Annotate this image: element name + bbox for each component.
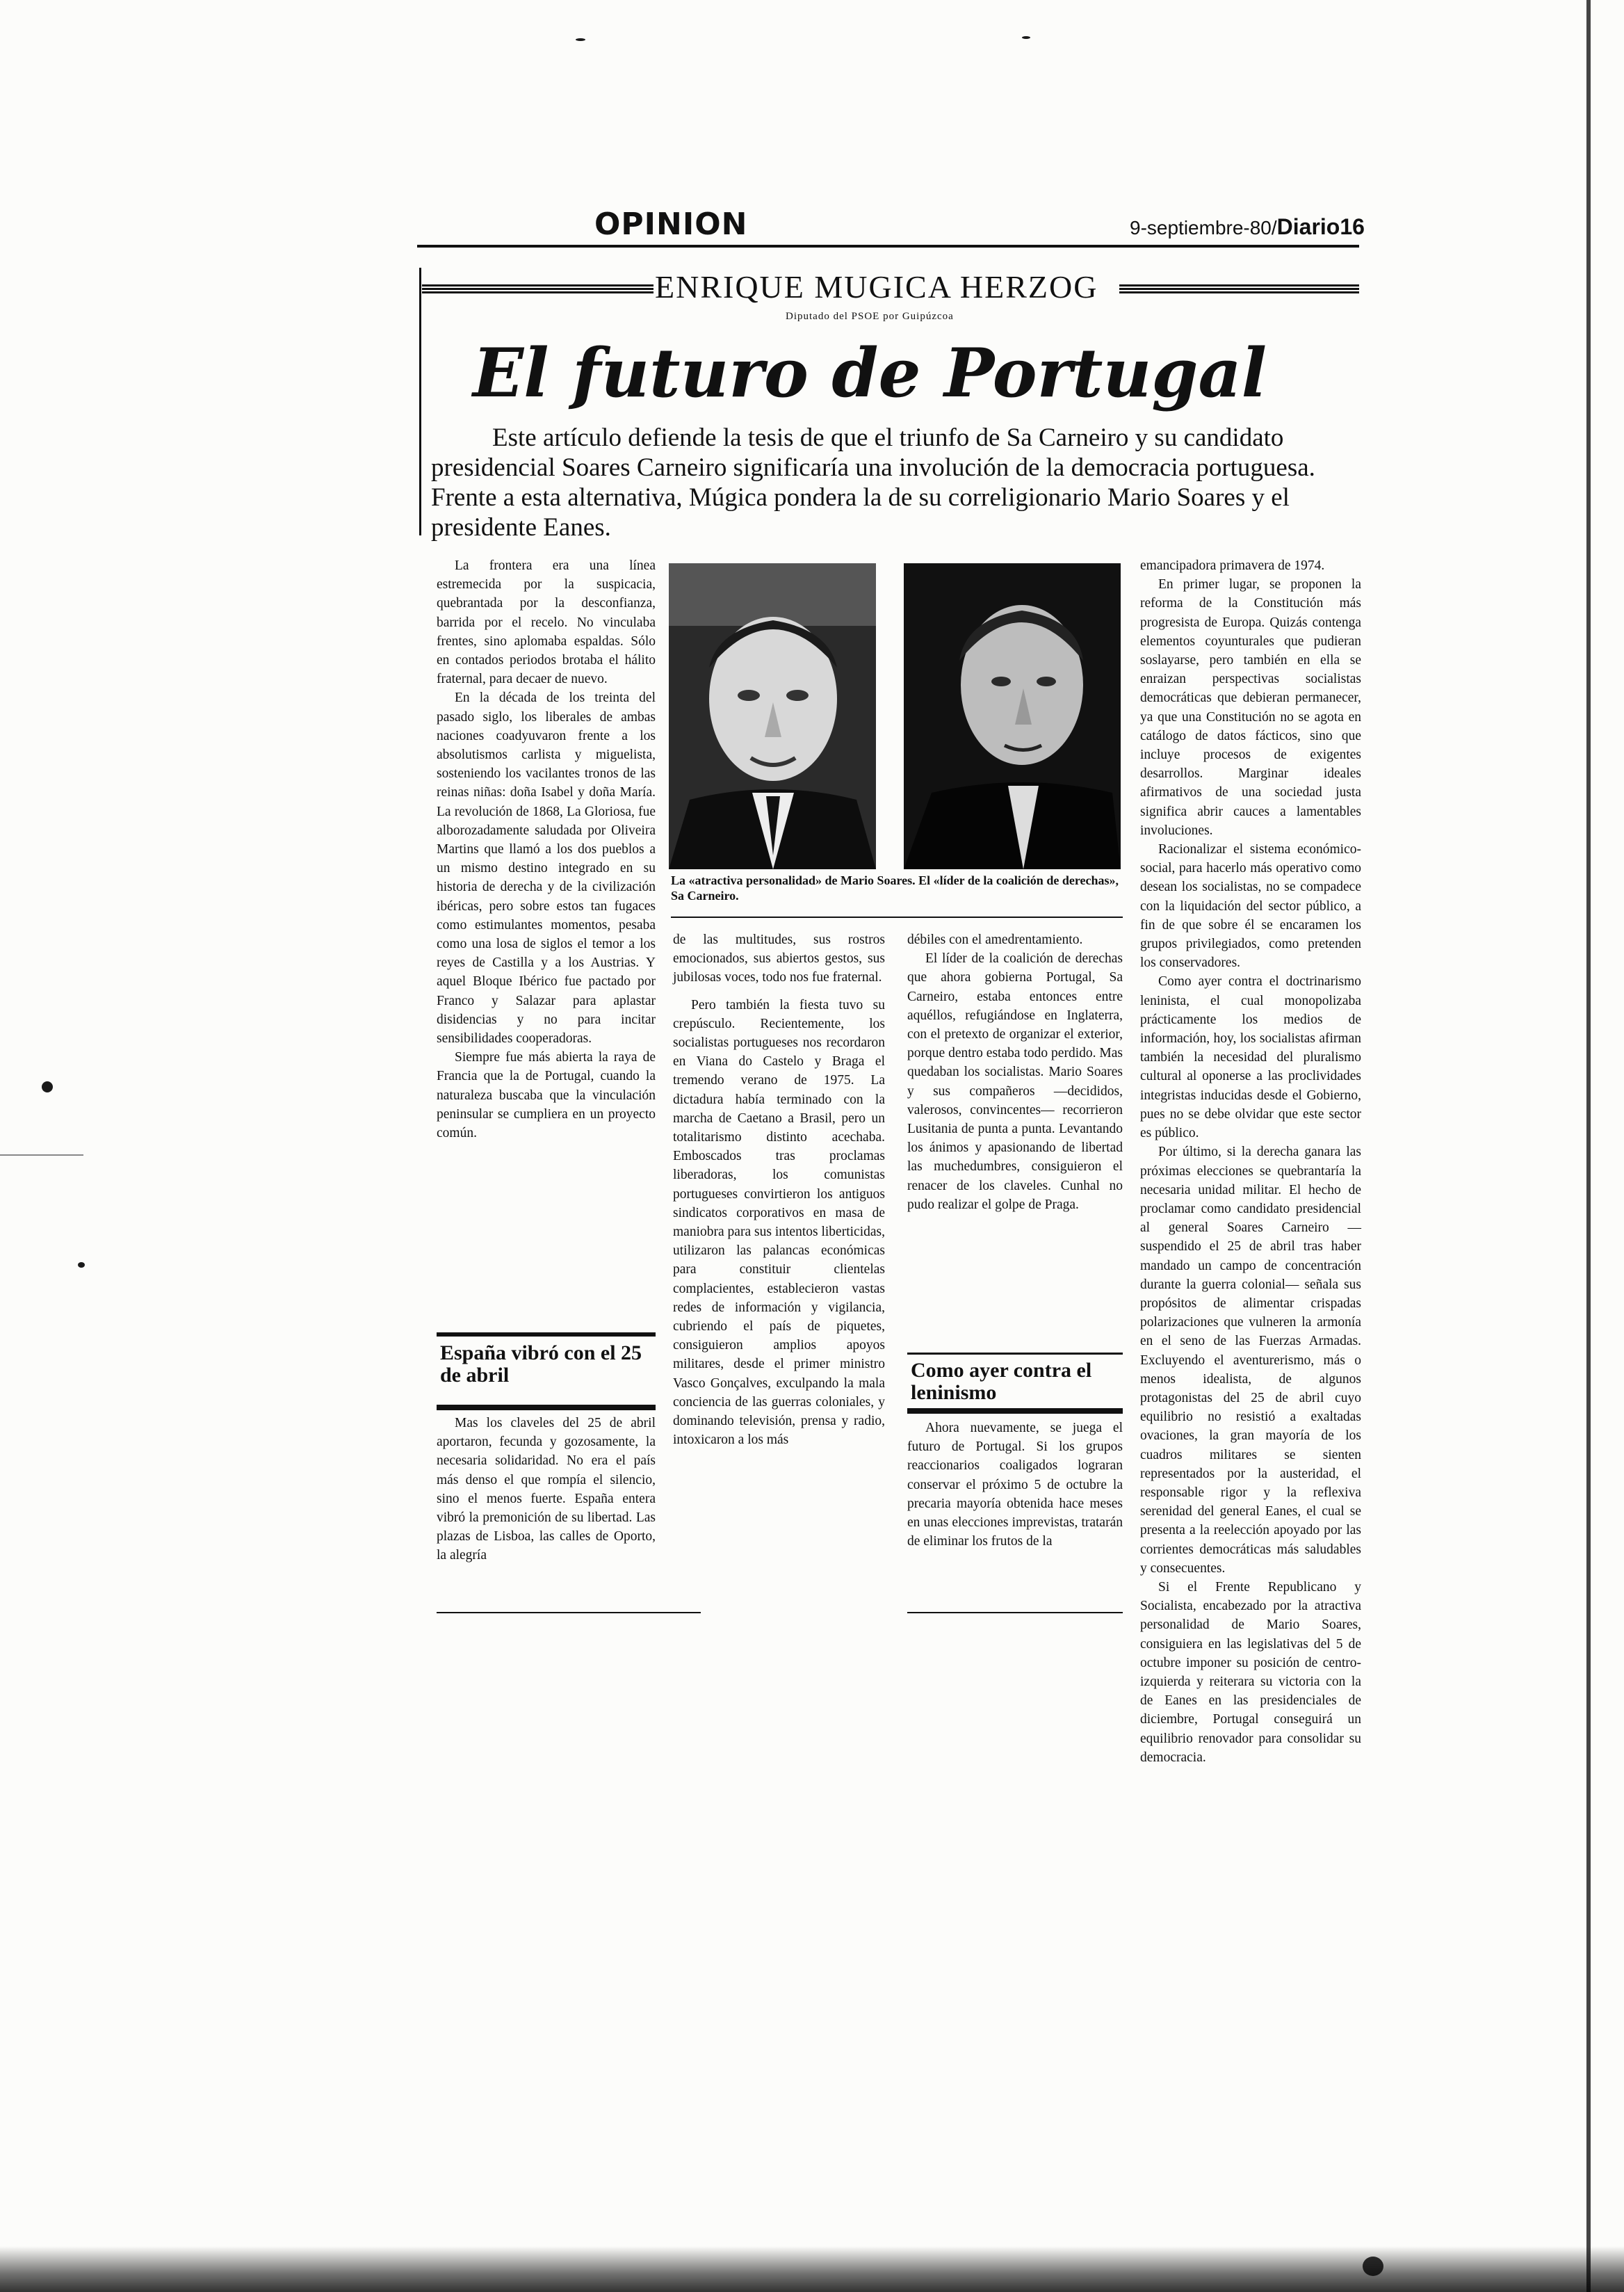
column-end-rule: [437, 1612, 701, 1613]
subhead-spain: España vibró con el 25 de abril: [440, 1341, 642, 1387]
byline-bar-left: [422, 284, 653, 294]
column-end-rule: [907, 1612, 1123, 1613]
subhead-rule-bottom: [907, 1408, 1123, 1414]
portrait-carneiro-image: [904, 563, 1121, 869]
header-rule: [417, 245, 1359, 248]
date-line: [1130, 214, 1365, 240]
paragraph: Por último, si la derecha ganara las próximas elecciones se quebrantaría la necesaria unidad militar. El hecho de proclamar como candidato presidencial al general Soares Carneiro —suspendido el 25 de abril tras haber mandado un campo de concentración durante la guerra colonial— señala sus propósitos de alimentar crispadas polarizaciones que vulneren la armonía en el seno de las Fuerzas Armadas. Excluyendo el aventurerismo, más o menos idealista, de algunos protagonistas del 25 de abril cuyo equilibrio no resistió a exaltadas ovaciones, la gran mayoría de los cuadros militares se sienten representados por la austeridad, el responsable rigor y la reflexiva serenidad del general Eanes, el cual se presenta a la reelección apoyado por las corrientes democráticas más saludables y consecuentes.: [1140, 1145, 1361, 1576]
column-1: [437, 556, 656, 1143]
photo-mario-soares: [669, 563, 876, 869]
headline: El futuro de Portugal: [473, 334, 1267, 412]
portrait-soares-image: [669, 563, 876, 869]
paragraph: Pero también la fiesta tuvo su crepúsculo. Recientemente, los socialistas portugueses nos recordaron en Viana do Castelo y Braga el tremendo verano de 1975. La dictadura había terminado con la marcha de Caetano a Brasil, pero un totalitarismo distinto acechaba. Emboscados tras proclamas liberadoras, los comunistas portugueses convirtieron los antiguos sindicatos corporativos en masa de maniobra para sus intentos liberticidas, utilizaron las palancas económicas para constituir clientelas complacientes, establecieron vastas redes de información y vigilancia, cubriendo el país de piquetes, consiguieron amplios apoyos militares, desde el primer ministro Vasco Gonçalves, exculpando la mala conciencia de las guerras coloniales, y dominando televisión, prensa y radio, intoxicaron a los más: [673, 997, 885, 1448]
paragraph: emancipadora primavera de 1974.: [1140, 558, 1325, 573]
author-name: ENRIQUE MUGICA HERZOG: [655, 269, 1098, 305]
left-frame-rule: [419, 268, 421, 535]
author-role: Diputado del PSOE por Guipúzcoa: [786, 311, 954, 322]
lead-paragraph: Este artículo defiende la tesis de que el triunfo de Sa Carneiro y su candidato presidencial Soares Carneiro significaría una involución de la democracia portuguesa. Frente a esta alternativa, Múgica pondera la de su correligionario Mario Soares y el presidente Eanes.: [431, 423, 1315, 542]
paragraph: de las multitudes, sus rostros emocionados, sus abiertos gestos, sus jubilosas voces, todo nos fue fraternal.: [673, 933, 885, 985]
subhead-leninism: Como ayer contra el leninismo: [911, 1359, 1092, 1404]
subhead-rule-top: [437, 1332, 656, 1337]
scan-speck: [576, 38, 585, 41]
byline-bar-right: [1119, 284, 1359, 294]
publication-name: Diario16: [1276, 214, 1365, 239]
paragraph: La frontera era una línea estremecida por la suspicacia, quebrantada por la desconfianza, barrida por el recelo. No vinculaba frentes, sino aplomaba espaldas. Sólo en contados periodos brotaba el hálito fraternal, para decaer de nuevo.: [437, 558, 656, 687]
column-4: [1140, 556, 1361, 1767]
scan-edge-line: [1586, 0, 1591, 2292]
paragraph: débiles con el amedrentamiento.: [907, 933, 1083, 947]
paragraph: Siempre fue más abierta la raya de Francia que la de Portugal, cuando la naturaleza buscaba que la vinculación peninsular se cumpliera en un proyecto común.: [437, 1050, 656, 1141]
paragraph: Como ayer contra el doctrinarismo leninista, el cual monopolizaba prácticamente los medios de información, hoy, los socialistas afirman también la necesidad del pluralismo cultural al oponerse a las proclividades integristas inducidas desde el Gobierno, pues no se debe olvidar que este sector es público.: [1140, 974, 1361, 1141]
subhead-rule-bottom: [437, 1405, 656, 1410]
paragraph: En primer lugar, se proponen la reforma de la Constitución más progresista de Europa. Quizás contenga elementos coyunturales que pudieran soslayarse, pero también en ella se enraizan perspectivas socialistas democráticas que debieran permanecer, ya que una Constitución no se agota en catálogo de datos fácticos, sino que incluye procesos de exigentes desarrollos. Marginar ideales afirmativos de una sociedad justa significa abrir cauces a lamentables involuciones.: [1140, 577, 1361, 838]
scan-speck: [42, 1081, 53, 1092]
paragraph: Mas los claveles del 25 de abril aportaron, fecunda y gozosamente, la necesaria solidaridad. No era el país más denso el que rompía el silencio, sino el menos fuerte. España entera vibró la premonición de su libertad. Las plazas de Lisboa, las calles de Oporto, la alegría: [437, 1416, 656, 1563]
paragraph: El líder de la coalición de derechas que ahora gobierna Portugal, Sa Carneiro, estaba entonces entre aquéllos, refugiándose en Inglaterra, con el pretexto de organizar el exterior, porque dentro estaba todo perdido. Mas quedaban los socialistas. Mario Soares y sus compañeros —decididos, valerosos, convincentes— recorrieron Lusitania de punta a punta. Levantando los ánimos y apasionando de libertad las muchedumbres, consiguieron el renacer de los claveles. Cunhal no pudo realizar el golpe de Praga.: [907, 951, 1123, 1212]
scan-speck: [1022, 36, 1030, 39]
paragraph: Ahora nuevamente, se juega el futuro de Portugal. Si los grupos reaccionarios coaligados lograran conservar el próximo 5 de octubre la precaria mayoría obtenida hace meses en unas elecciones imprevistas, tratarán de eliminar los frutos de la: [907, 1421, 1123, 1549]
column-3-continued: [907, 1419, 1123, 1551]
photo-sa-carneiro: [904, 563, 1121, 869]
issue-date: 9-septiembre-80/: [1130, 217, 1277, 239]
paragraph: Racionalizar el sistema económico-social, para hacerlo más operativo como desean los socialistas, no se compadece con la liquidación del sector público, a fin de que sobre él se encaramen los grupos privilegiados, como pretenden los conservadores.: [1140, 842, 1361, 971]
caption-rule: [671, 917, 1123, 918]
photo-caption: La «atractiva personalidad» de Mario Soares. El «líder de la coalición de derechas», Sa Carneiro.: [671, 873, 1119, 903]
scan-edge-line: [0, 1154, 83, 1156]
column-2: [673, 930, 885, 1449]
paragraph: Si el Frente Republicano y Socialista, encabezado por la atractiva personalidad de Mario Soares, consiguiera en las legislativas del 5 de octubre imponer su posición de centro-izquierda y reiterara su victoria con la de Eanes en las presidenciales de diciembre, Portugal conseguirá un equilibrio renovador para consolidar su democracia.: [1140, 1579, 1361, 1765]
scan-speck: [78, 1262, 85, 1268]
section-label: OPINION: [594, 207, 748, 242]
column-1-continued: [437, 1414, 656, 1565]
paragraph: En la década de los treinta del pasado siglo, los liberales de ambas naciones coadyuvaron frente a los absolutismos carlista y miguelista, sosteniendo los vacilantes tronos de las reinas niñas: doña Isabel y doña María. La revolución de 1868, La Gloriosa, fue alborozadamente saludada por Oliveira Martins que llamó a los dos pueblos a un mismo destino integrado en su historia de derecha y de la civilización ibéricas, pero sobre estos tan fugaces como estimulantes momentos, pesaba como una losa de siglos el temor a los reyes de Castilla y a los Austrias. Y aquel Bloque Ibérico fue pactado por Franco y Salazar para aplastar disidencias y no para incitar sensibilidades cooperadoras.: [437, 691, 656, 1047]
subhead-rule-top: [907, 1353, 1123, 1355]
column-3: [907, 930, 1123, 1214]
scan-bottom-noise: [0, 2246, 1624, 2292]
